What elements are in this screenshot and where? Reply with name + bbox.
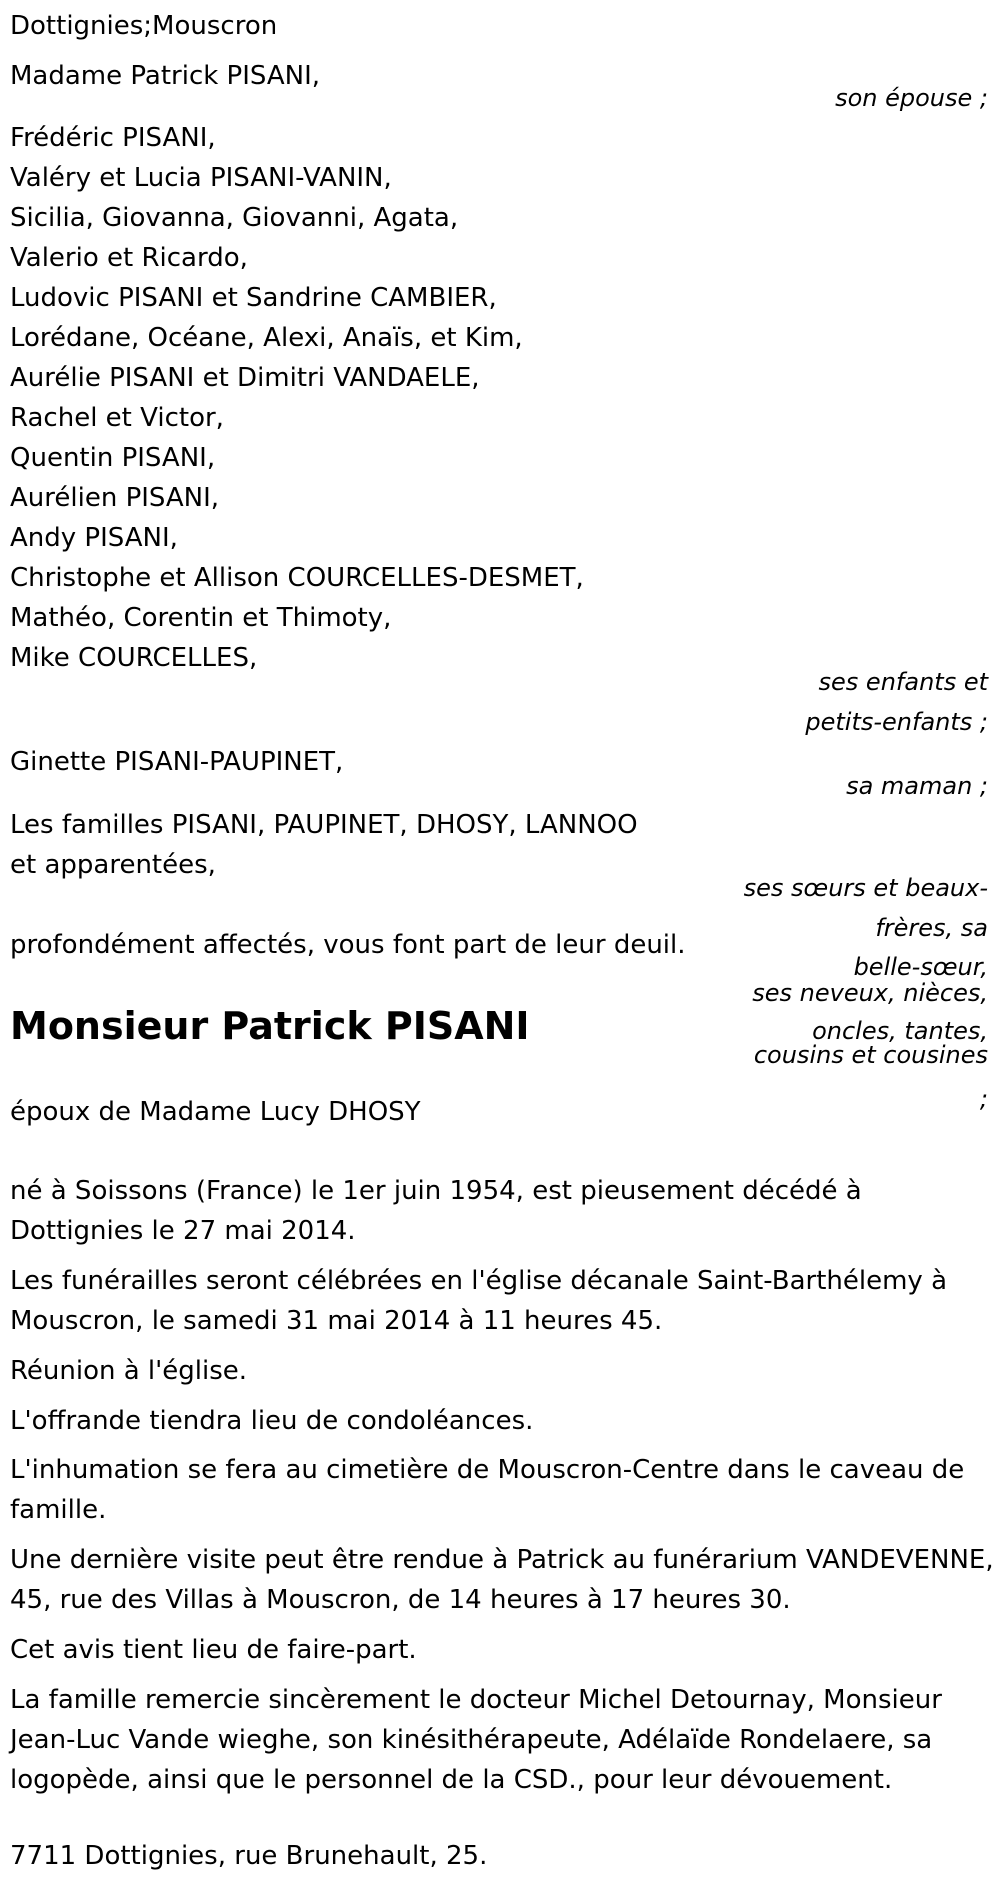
burial-paragraph: L'inhumation se fera au cimetière de Mouscron-Centre dans le caveau de famille. [10, 1455, 965, 1525]
child-line: Valéry et Lucia PISANI-VANIN, [10, 163, 392, 193]
families-relation-line: ses sœurs et beaux- [743, 874, 988, 902]
mother-name: Ginette PISANI-PAUPINET, [10, 747, 344, 777]
families-relation-line: cousins et cousines [753, 1041, 988, 1069]
closing-statement: profondément affectés, vous font part de leur deuil. [10, 930, 686, 960]
location-header: Dottignies;Mouscron [10, 11, 278, 41]
visit-paragraph: Une dernière visite peut être rendue à Patrick au funérarium VANDEVENNE, 45, rue des Villas à Mouscron, de 14 heures à 17 heures 30. [10, 1545, 994, 1615]
child-line: Quentin PISANI, [10, 443, 216, 473]
funeral-paragraph: Les funérailles seront célébrées en l'église décanale Saint-Barthélemy à Mouscron, le samedi 31 mai 2014 à 11 heures 45. [10, 1266, 948, 1336]
child-line: Sicilia, Giovanna, Giovanni, Agata, [10, 203, 459, 233]
mother-relation: sa maman ; [846, 772, 988, 800]
address: 7711 Dottignies, rue Brunehault, 25. [10, 1841, 488, 1871]
thanks-paragraph: La famille remercie sincèrement le docteur Michel Detournay, Monsieur Jean-Luc Vande wieghe, son kinésithérapeute, Adélaïde Rondelaere, sa logopède, ainsi que le personnel de la CSD., pour leur dévouement. [10, 1685, 942, 1795]
child-line: Andy PISANI, [10, 523, 178, 553]
notice-paragraph: Cet avis tient lieu de faire-part. [10, 1635, 417, 1665]
families-relation-line: oncles, tantes, [812, 1017, 988, 1045]
meeting-paragraph: Réunion à l'église. [10, 1356, 248, 1386]
child-line: Frédéric PISANI, [10, 123, 216, 153]
wife-name: Madame Patrick PISANI, [10, 61, 321, 91]
child-line: Valerio et Ricardo, [10, 243, 248, 273]
child-line: Rachel et Victor, [10, 403, 224, 433]
child-line: Lorédane, Océane, Alexi, Anaïs, et Kim, [10, 323, 523, 353]
families-line: Les familles PISANI, PAUPINET, DHOSY, LANNOO [10, 810, 638, 840]
deceased-spouse: époux de Madame Lucy DHOSY [10, 1097, 421, 1127]
offering-paragraph: L'offrande tiendra lieu de condoléances. [10, 1406, 534, 1436]
families-relation-line: ; [979, 1085, 988, 1113]
families-relation-line: belle-sœur, [853, 953, 988, 981]
child-line: Mike COURCELLES, [10, 643, 258, 673]
child-line: Mathéo, Corentin et Thimoty, [10, 603, 392, 633]
families-relation-line: ses neveux, nièces, [752, 979, 988, 1007]
wife-relation: son épouse ; [835, 84, 988, 112]
families-line: et apparentées, [10, 850, 216, 880]
child-line: Aurélie PISANI et Dimitri VANDAELE, [10, 363, 480, 393]
child-line: Christophe et Allison COURCELLES-DESMET, [10, 563, 584, 593]
child-line: Aurélien PISANI, [10, 483, 220, 513]
birth-death-paragraph: né à Soissons (France) le 1er juin 1954, est pieusement décédé à Dottignies le 27 mai 2014. [10, 1176, 862, 1246]
families-relation-line: frères, sa [875, 914, 988, 942]
deceased-name: Monsieur Patrick PISANI [10, 1004, 530, 1048]
child-line: Ludovic PISANI et Sandrine CAMBIER, [10, 283, 497, 313]
children-relation-line: petits-enfants ; [805, 708, 988, 736]
children-relation-line: ses enfants et [818, 668, 988, 696]
